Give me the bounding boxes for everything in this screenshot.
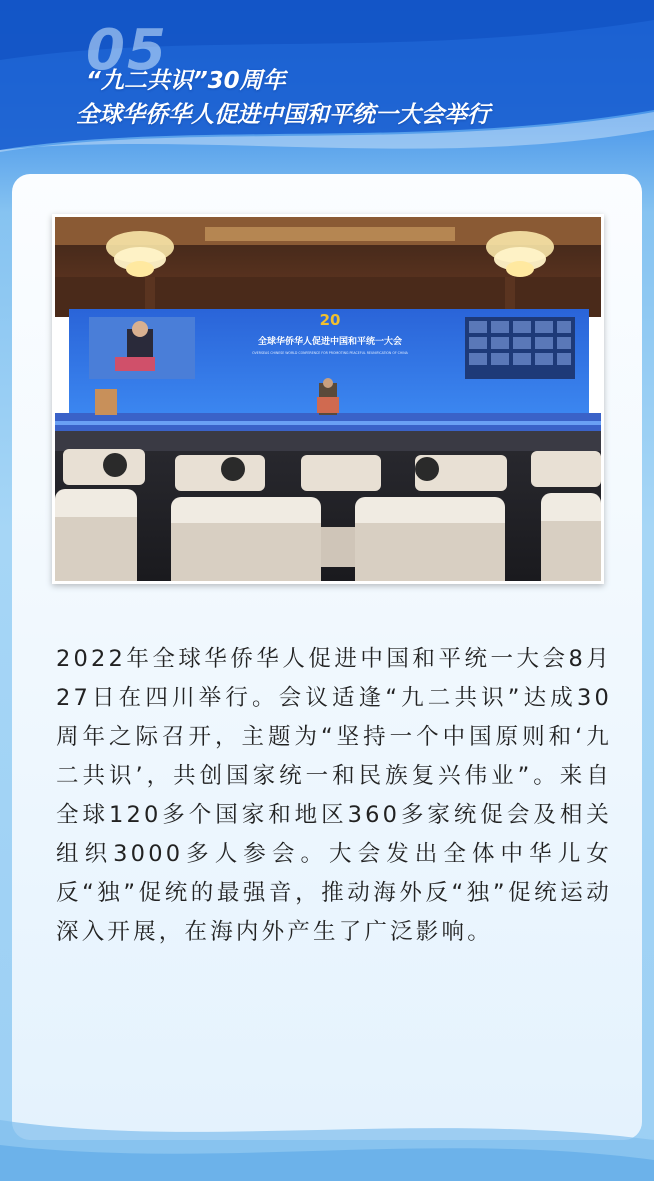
section-number: 05 (86, 18, 168, 83)
conference-photo-frame (52, 214, 604, 584)
stage-title: 全球华侨华人促进中国和平统一大会 (257, 337, 403, 347)
stage-logo: 20 (319, 311, 341, 329)
conference-photo (55, 217, 601, 581)
header (0, 0, 654, 170)
article-body: 2022年全球华侨华人促进中国和平统一大会8月27日在四川举行。会议适逢“九二共识”达成30周年之际召开，主题为“坚持一个中国原则和‘九二共识’，共创国家统一和民族复兴伟业”。来自全球120多个国家和地区360多家统促会及相关组织3000多人参会。大会发出全体中华儿女反“独”促统的最强音，推动海外反“独”促统运动深入开展，在海内外产生了广泛影响。 (56, 646, 612, 945)
page-title-line1: “九二共识”30周年 (86, 68, 286, 94)
stage-subtitle: OVERSEAS CHINESE WORLD CONFERENCE FOR PROMOTING PEACEFUL REUNIFICATION OF CHINA (252, 351, 408, 355)
bottom-wave (0, 1100, 654, 1181)
page-title-line2: 全球华侨华人促进中国和平统一大会举行 (76, 102, 490, 128)
